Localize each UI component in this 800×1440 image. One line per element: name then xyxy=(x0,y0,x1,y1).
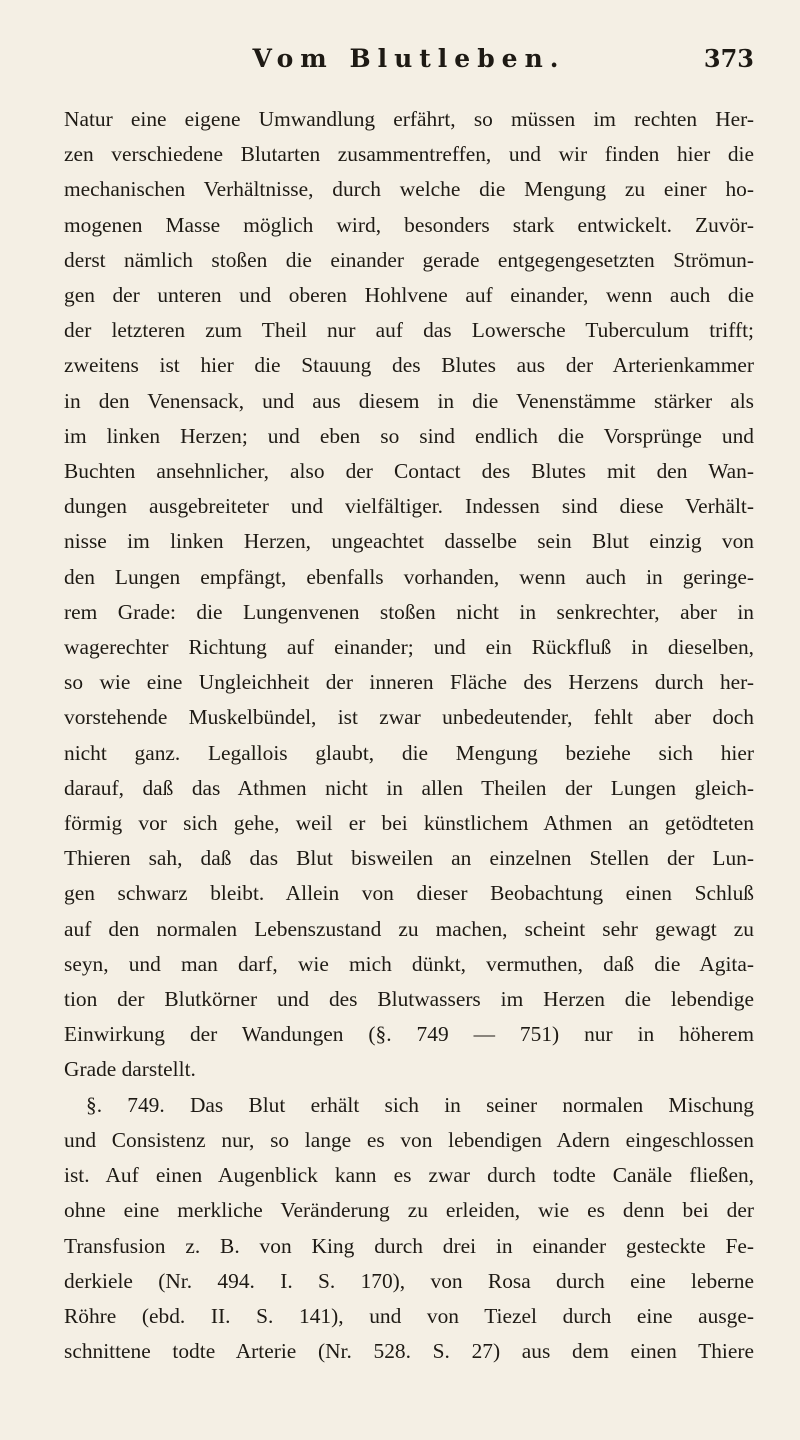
text-line: ist. Auf einen Augenblick kann es zwar durch todte Canäle fließen, xyxy=(64,1163,754,1188)
section-749-start: §. 749. Das Blut erhält sich in seiner normalen Mischung xyxy=(86,1092,754,1117)
text-line: Buchten ansehnlicher, also der Contact des Blutes mit den Wan- xyxy=(64,459,754,484)
text-line: mogenen Masse möglich wird, besonders stark entwickelt. Zuvör- xyxy=(64,212,754,237)
text-line: vorstehende Muskelbündel, ist zwar unbedeutender, fehlt aber doch xyxy=(64,705,754,730)
text-line: dungen ausgebreiteter und vielfältiger. Indessen sind diese Verhält- xyxy=(64,494,754,519)
text-line: Natur eine eigene Umwandlung erfährt, so müssen im rechten Her- xyxy=(64,107,754,131)
text-line: seyn, und man darf, wie mich dünkt, vermuthen, daß die Agita- xyxy=(64,951,754,976)
text-line: gen der unteren und oberen Hohlvene auf einander, wenn auch die xyxy=(64,283,754,308)
text-line: und Consistenz nur, so lange es von lebendigen Adern eingeschlossen xyxy=(64,1127,754,1152)
text-line: gen schwarz bleibt. Allein von dieser Beobachtung einen Schluß xyxy=(64,881,754,906)
text-line: zweitens ist hier die Stauung des Blutes aus der Arterienkammer xyxy=(64,353,754,378)
text-line: zen verschiedene Blutarten zusammentreffen, und wir finden hier die xyxy=(64,142,754,167)
text-line: Einwirkung der Wandungen (§. 749 — 751) nur in höherem xyxy=(64,1022,754,1047)
text-line: im linken Herzen; und eben so sind endlich die Vorsprünge und xyxy=(64,423,754,448)
text-line: ohne eine merkliche Veränderung zu erleiden, wie es denn bei der xyxy=(64,1198,754,1223)
text-line: nicht ganz. Legallois glaubt, die Mengung beziehe sich hier xyxy=(64,740,754,765)
text-line-paragraph-end: Grade darstellt. xyxy=(64,1057,196,1082)
text-line: der letzteren zum Theil nur auf das Lowersche Tuberculum trifft; xyxy=(64,318,754,343)
text-line: rem Grade: die Lungenvenen stoßen nicht in senkrechter, aber in xyxy=(64,599,754,624)
text-line: nisse im linken Herzen, ungeachtet dasselbe sein Blut einzig von xyxy=(64,529,754,554)
text-line: den Lungen empfängt, ebenfalls vorhanden, wenn auch in geringe- xyxy=(64,564,754,589)
text-line: tion der Blutkörner und des Blutwassers im Herzen die lebendige xyxy=(64,987,754,1012)
text-line: derkiele (Nr. 494. I. S. 170), von Rosa durch eine leberne xyxy=(64,1268,754,1293)
text-line: förmig vor sich gehe, weil er bei künstlichem Athmen an getödteten xyxy=(64,811,754,836)
page-number: 373 xyxy=(703,44,754,73)
text-line: in den Venensack, und aus diesem in die Venenstämme stärker als xyxy=(64,388,754,413)
text-line: darauf, daß das Athmen nicht in allen Theilen der Lungen gleich- xyxy=(64,775,754,800)
text-line: so wie eine Ungleichheit der inneren Fläche des Herzens durch her- xyxy=(64,670,754,695)
text-line: Thieren sah, daß das Blut bisweilen an einzelnen Stellen der Lun- xyxy=(64,846,754,871)
running-title: Vom Blutleben. xyxy=(252,44,566,73)
text-line: Transfusion z. B. von King durch drei in einander gesteckte Fe- xyxy=(64,1233,754,1258)
running-head xyxy=(64,36,754,88)
text-line: derst nämlich stoßen die einander gerade entgegengesetzten Strömun- xyxy=(64,247,754,272)
text-line: mechanischen Verhältnisse, durch welche die Mengung zu einer ho- xyxy=(64,177,754,202)
text-line: auf den normalen Lebenszustand zu machen, scheint sehr gewagt zu xyxy=(64,916,754,941)
text-line: schnittene todte Arterie (Nr. 528. S. 27) aus dem einen Thiere xyxy=(64,1339,754,1364)
body-text xyxy=(64,102,754,1369)
text-line: wagerechter Richtung auf einander; und ein Rückfluß in dieselben, xyxy=(64,635,754,660)
text-line: Röhre (ebd. II. S. 141), und von Tiezel durch eine ausge- xyxy=(64,1303,754,1328)
